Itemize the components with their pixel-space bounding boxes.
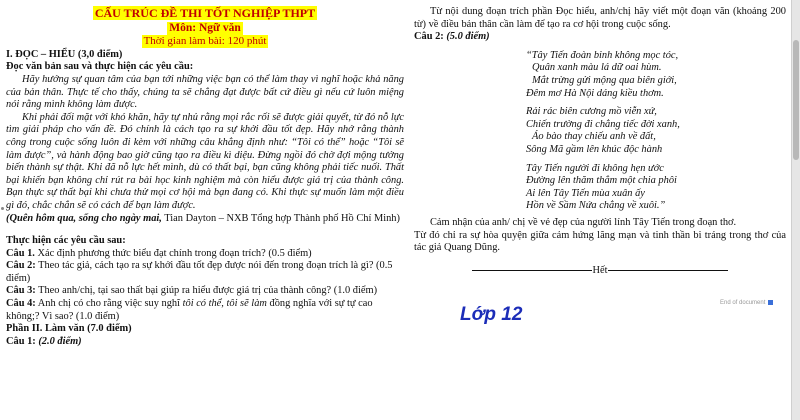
poem-line: Ai lên Tây Tiến mùa xuân ấy: [526, 187, 645, 199]
part2-question-2-task-2: Từ đó chỉ ra sự hòa quyện giữa cảm hứng lãng mạn và tinh thần bi tráng trong thơ của tác giả Quang Dũng.: [414, 229, 786, 254]
left-column: [6, 6, 404, 348]
poem-excerpt: [526, 50, 786, 213]
passage-source: [6, 213, 404, 226]
question-3: Câu 3: Theo anh/chị, tại sao thất bại giúp ra hiểu được giá trị của thành công? (1.0 điểm): [6, 285, 378, 297]
poem-line: Đêm mơ Hà Nội dáng kiều thơm.: [526, 87, 664, 99]
tasks-heading: Thực hiện các yêu cầu sau:: [6, 235, 126, 247]
question-1: Câu 1. Xác định phương thức biểu đạt chính trong đoạn trích? (0.5 điểm): [6, 247, 312, 259]
part1-instruction: Đọc văn bản sau và thực hiện các yêu cầu:: [6, 61, 194, 73]
grade-label: Lớp 12: [460, 304, 523, 325]
part2-question-1-text: Từ nội dung đoạn trích phần Đọc hiểu, anh/chị hãy viết một đoạn văn (khoảng 200 từ) về điều bản thân cần làm để tạo ra cơ hội trong cuộc sống.: [414, 6, 786, 30]
part2-heading: Phần II. Làm văn (7.0 điểm): [6, 323, 132, 335]
poem-line: Mắt trừng gửi mộng qua biên giới,: [532, 74, 677, 86]
right-column: [414, 6, 786, 277]
poem-line: Chiến trường đi chẳng tiếc đời xanh,: [526, 118, 680, 130]
poem-line: Quân xanh màu lá dữ oai hùm.: [532, 62, 662, 74]
question-2: Câu 2: Theo tác giả, cách tạo ra sự khởi đầu tốt đẹp được nói đến trong đoạn trích là gì? (0.5 điểm): [6, 260, 393, 284]
question-4: Câu 4: Anh chị có cho rằng việc suy nghĩ tôi có thể, tôi sẽ làm đồng nghĩa với sự tự cao không;? Vì sao? (1.0 điểm): [6, 298, 373, 322]
exam-title: CẤU TRÚC ĐỀ THI TỐT NGHIỆP THPT: [94, 6, 316, 20]
poem-line: Hồn về Sầm Nứa chẳng về xuôi.”: [526, 200, 666, 212]
part2-question-2-label: Câu 2: (5.0 điểm): [414, 31, 490, 43]
left-edge-dot: [1, 207, 4, 210]
end-marker: [414, 265, 786, 278]
end-of-document-label: End of document: [720, 300, 773, 306]
poem-line: Sông Mã gầm lên khúc độc hành: [526, 143, 663, 155]
vertical-scrollbar[interactable]: [791, 0, 800, 420]
scrollbar-thumb[interactable]: [793, 40, 799, 160]
poem-line: Tây Tiến người đi không hẹn ước: [526, 162, 664, 174]
part2-question-2-task-1: Cảm nhận của anh/ chị về vẻ đẹp của người lính Tây Tiến trong đoạn thơ.: [430, 216, 737, 228]
poem-line: Đường lên thăm thẳm một chia phôi: [526, 175, 677, 187]
exam-time: Thời gian làm bài: 120 phút: [143, 35, 267, 48]
poem-line: Áo bào thay chiếu anh về đất,: [532, 131, 656, 143]
passage-paragraph-1: Hãy hướng sự quan tâm của bạn tới những việc bạn có thể làm thay vì nghĩ hoặc khả năng của bản thân. Thực tế cho thấy, chúng ta sẽ chẳng đạt được bất cứ điều gì nếu cứ luôn miệng nói rằng mình không làm được.: [6, 73, 404, 111]
source-title: (Quên hôm qua, sống cho ngày mai,: [6, 212, 162, 224]
poem-line: “Tây Tiến đoàn binh không mọc tóc,: [526, 49, 679, 61]
passage-paragraph-2: Khi phải đối mặt với khó khăn, hãy tự nhủ rằng mọi rắc rối sẽ được giải quyết, từ đó nỗ lực tìm giải pháp cho vấn đề. Đó chính là cách tạo ra sự khởi đầu tốt đẹp. Hãy nhớ rằng thành công trong cuộc sống luôn đi kèm với những câu khẳng định như: “Tôi có thể” hoặc “Tôi sẽ làm được”, và hành động bao giờ cũng tạo ra điều kì diệu. Đừng ngồi đó chờ đợi mộng tưởng biến thành sự thật. Khi đã nỗ lực hết mình, dù có thất bại, bạn cũng không phải tiếc nuối. Thất bại khiến bạn không chỉ rút ra bài học kinh nghiệm mà còn hiểu được giá trị của thành công. Bạn thực sự thất bại khi chưa thử mọi cơ hội mà bạn đang có. Khi thực sự muốn làm một điều gì đó, chắc chắn sẽ có cách để bạn làm được.: [6, 111, 404, 211]
part2-question-1-label: Câu 1: (2.0 điểm): [6, 335, 82, 347]
document-end-icon: [768, 300, 773, 305]
source-author: Tian Dayton – NXB Tổng hợp Thành phố Hồ Chí Minh): [161, 212, 400, 224]
end-label: Hết: [592, 264, 608, 276]
part1-heading: I. ĐỌC – HIỂU (3,0 điểm): [6, 48, 123, 60]
poem-line: Rải rác biên cương mồ viễn xứ,: [526, 106, 657, 118]
exam-subject: Môn: Ngữ văn: [169, 21, 241, 34]
